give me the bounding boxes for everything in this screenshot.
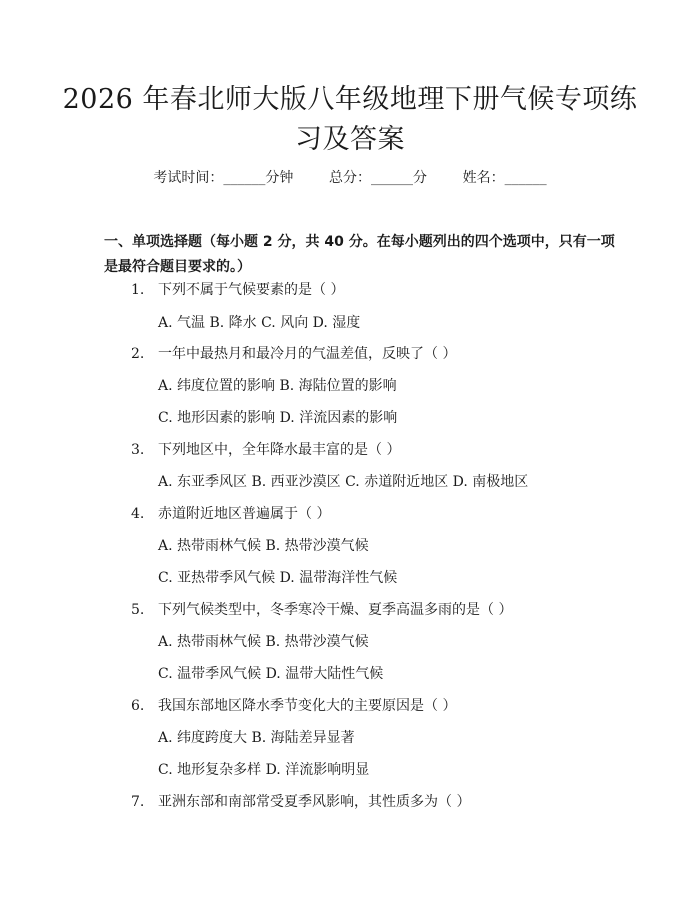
question-text: 下列不属于气候要素的是（ ）: [158, 282, 345, 298]
section-heading: 一、单项选择题（每小题 2 分，共 40 分。在每小题列出的四个选项中，只有一项是最符合题目要求的。）: [104, 234, 615, 275]
question-options: A. 热带雨林气候 B. 热带沙漠气候: [158, 634, 369, 650]
question-item: [131, 792, 470, 812]
question-options: C. 亚热带季风气候 D. 温带海洋性气候: [158, 570, 398, 586]
question-options: A. 热带雨林气候 B. 热带沙漠气候: [158, 538, 369, 554]
question-text: 亚洲东部和南部常受夏季风影响，其性质多为（ ）: [158, 794, 471, 810]
exam-info-line: [0, 168, 700, 188]
question-options: A. 东亚季风区 B. 西亚沙漠区 C. 赤道附近地区 D. 南极地区: [158, 474, 529, 490]
question-number: 2.: [131, 346, 145, 362]
question-item: [131, 504, 330, 524]
question-options: A. 纬度位置的影响 B. 海陆位置的影响: [158, 378, 397, 394]
question-number: 4.: [131, 506, 145, 522]
question-text: 一年中最热月和最冷月的气温差值，反映了（ ）: [158, 346, 457, 362]
question-options: C. 地形因素的影响 D. 洋流因素的影响: [158, 410, 398, 426]
question-options: A. 气温 B. 降水 C. 风向 D. 湿度: [158, 315, 361, 331]
question-number: 6.: [131, 698, 145, 714]
question-options: C. 地形复杂多样 D. 洋流影响明显: [158, 762, 370, 778]
question-number: 3.: [131, 442, 145, 458]
question-item: [131, 600, 512, 620]
total-score-field: 总分：______分: [329, 170, 427, 186]
question-item: [131, 280, 344, 300]
question-number: 5.: [131, 602, 145, 618]
document-title: 2026 年春北师大版八年级地理下册气候专项练习及答案: [62, 84, 638, 155]
question-item: [131, 696, 456, 716]
question-number: 1.: [131, 282, 145, 298]
question-text: 下列地区中，全年降水最丰富的是（ ）: [158, 442, 401, 458]
student-name-field: 姓名：______: [462, 170, 547, 186]
exam-time-field: 考试时间：______分钟: [153, 170, 294, 186]
question-text: 赤道附近地区普遍属于（ ）: [158, 506, 331, 522]
question-item: [131, 344, 456, 364]
question-text: 我国东部地区降水季节变化大的主要原因是（ ）: [158, 698, 457, 714]
question-item: [131, 440, 400, 460]
question-number: 7.: [131, 794, 145, 810]
question-text: 下列气候类型中，冬季寒冷干燥、夏季高温多雨的是（ ）: [158, 602, 513, 618]
question-options: C. 温带季风气候 D. 温带大陆性气候: [158, 666, 384, 682]
question-options: A. 纬度跨度大 B. 海陆差异显著: [158, 730, 355, 746]
